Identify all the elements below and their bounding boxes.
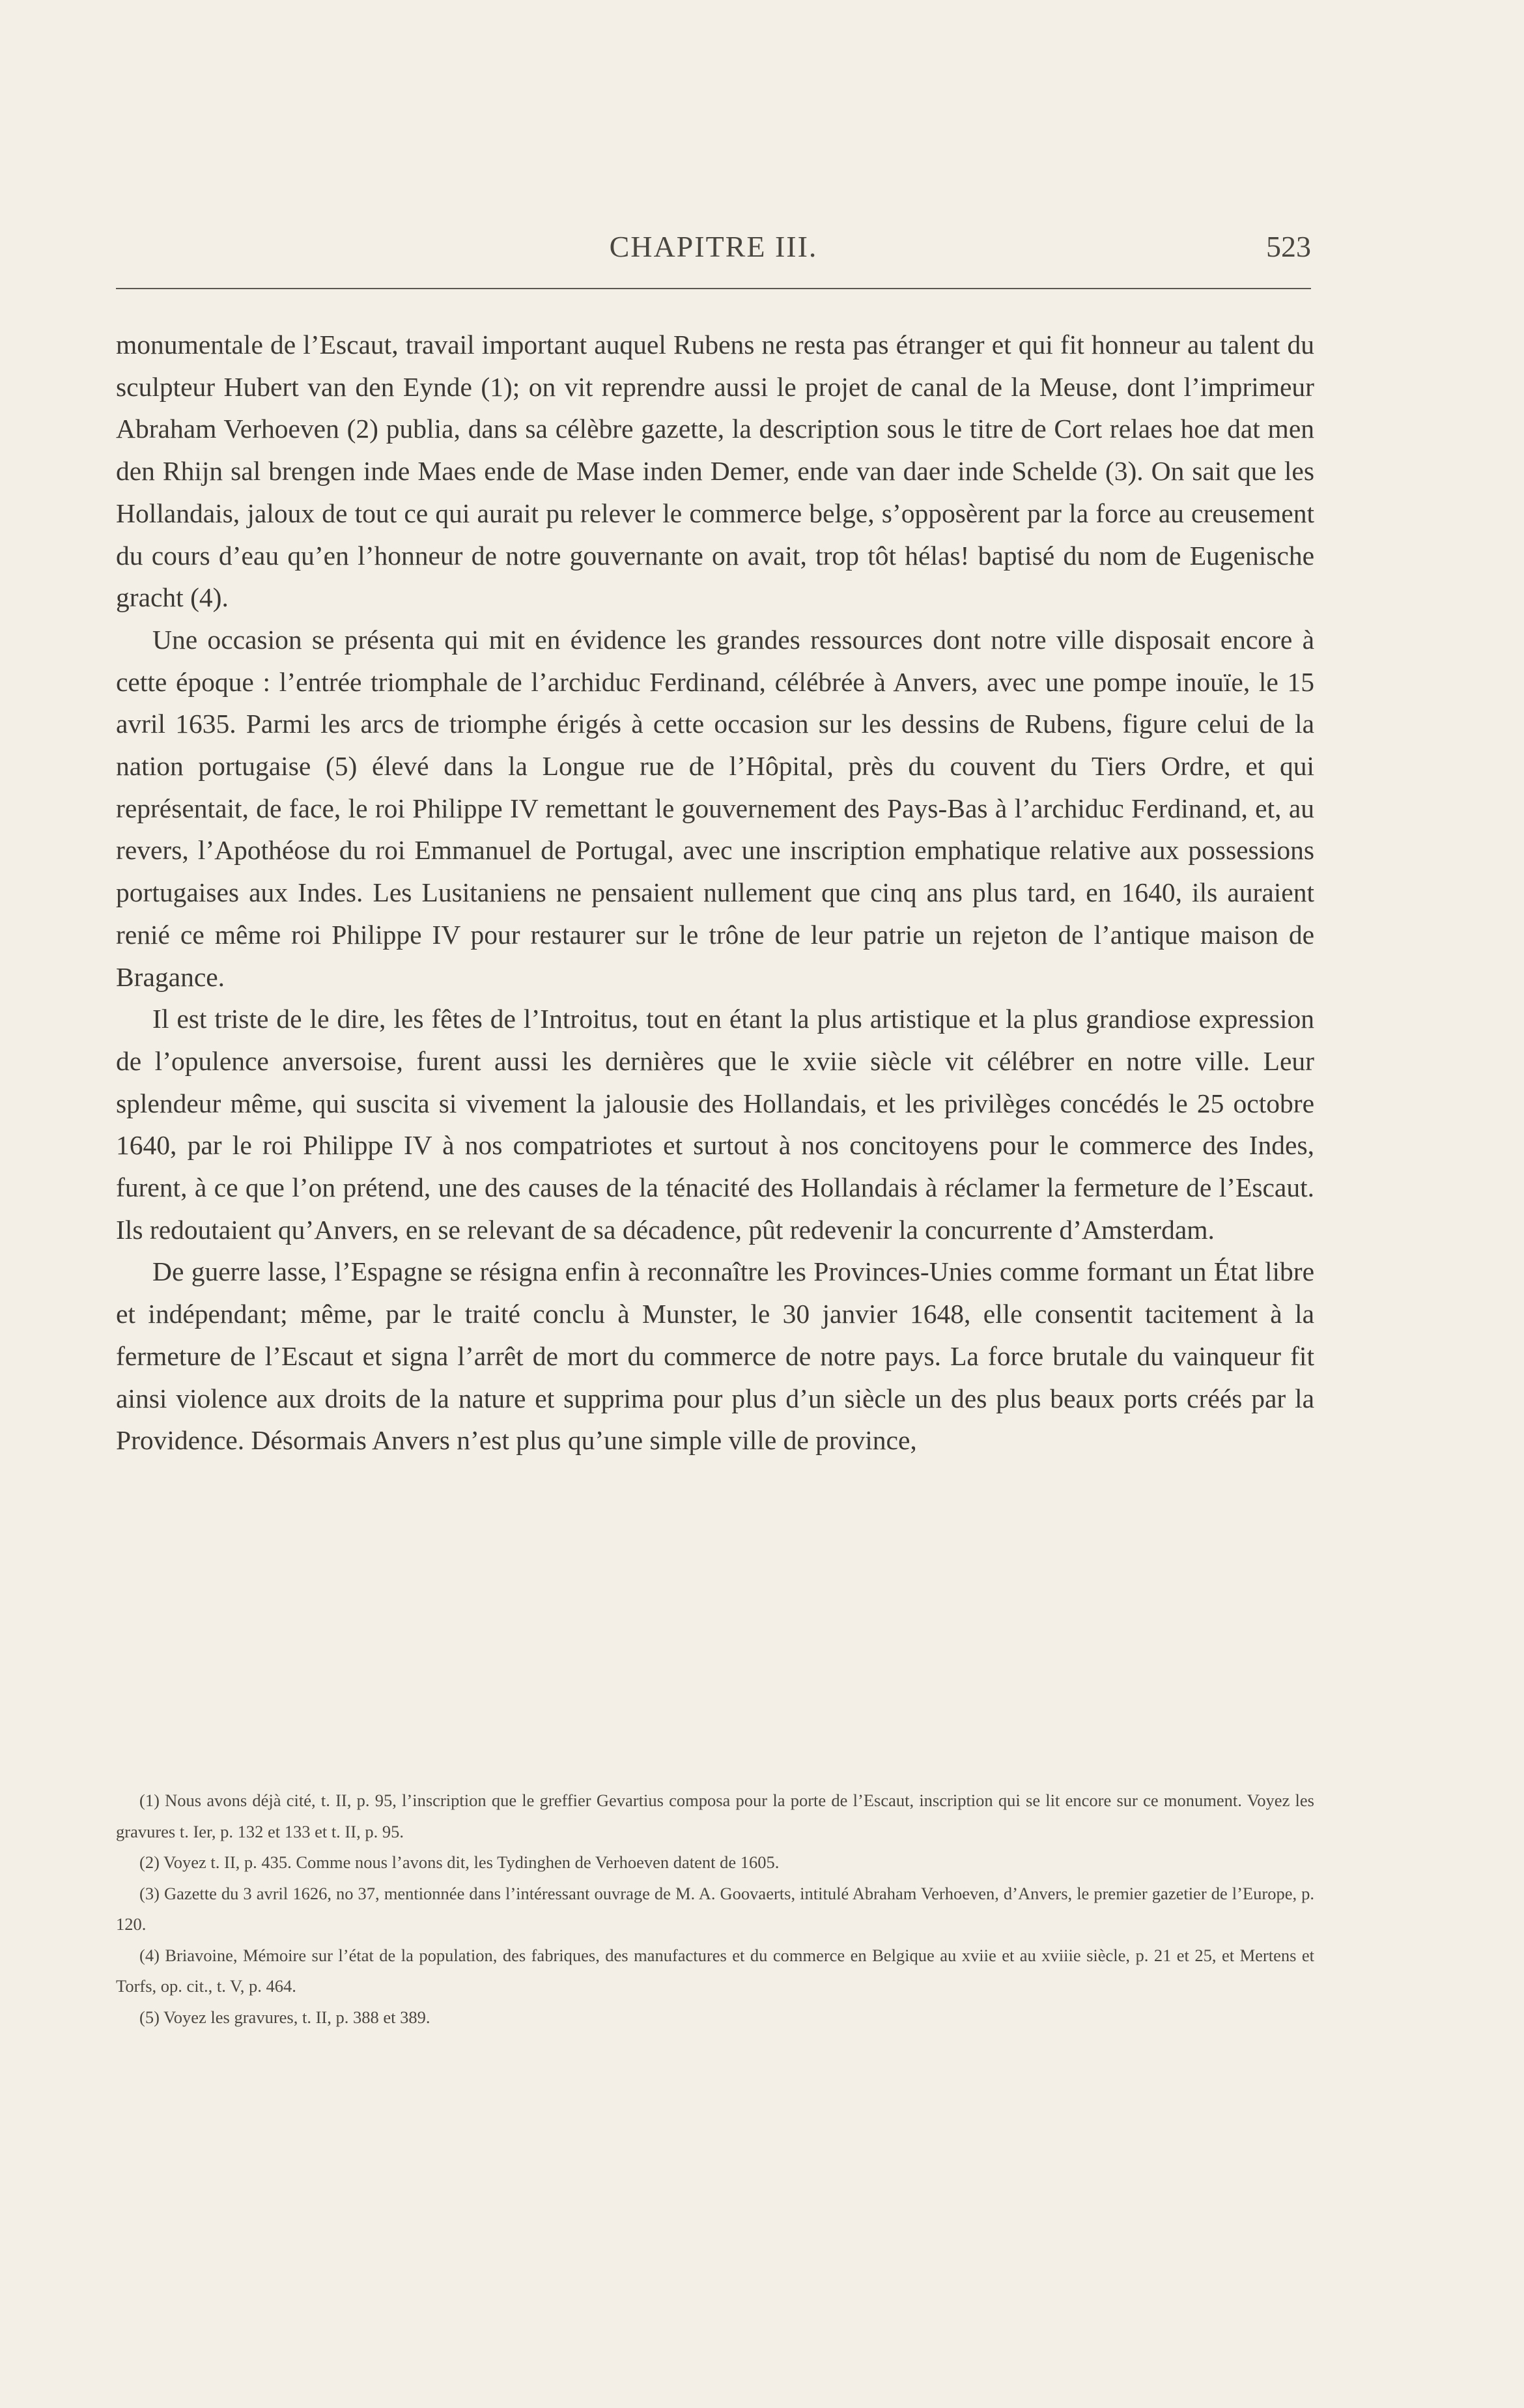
- paragraph-3: Il est triste de le dire, les fêtes de l’Introitus, tout en étant la plus artistique et la plus grandiose expression de l’opulence anversoise, furent aussi les dernières que le xviie siècle vit célébrer en notre ville. Leur splendeur même, qui suscita si vivement la jalousie des Hollandais, et les privilèges concédés le 25 octobre 1640, par le roi Philippe IV à nos compatriotes et surtout à nos concitoyens pour le commerce des Indes, furent, à ce que l’on prétend, une des causes de la ténacité des Hollandais à réclamer la fermeture de l’Escaut. Ils redoutaient qu’Anvers, en se relevant de sa décadence, pût redevenir la concurrente d’Amsterdam.: [116, 1004, 1314, 1245]
- page-number: 523: [1266, 230, 1311, 263]
- paragraph-1: monumentale de l’Escaut, travail important auquel Rubens ne resta pas étranger et qui fit honneur au talent du sculpteur Hubert van den Eynde (1); on vit reprendre aussi le projet de canal de la Meuse, dont l’imprimeur Abraham Verhoeven (2) publia, dans sa célèbre gazette, la description sous le titre de Cort relaes hoe dat men den Rhijn sal brengen inde Maes ende de Mase inden Demer, ende van daer inde Schelde (3). On sait que les Hollandais, jaloux de tout ce qui aurait pu relever le commerce belge, s’opposèrent par la force au creusement du cours d’eau qu’en l’honneur de notre gouvernante on avait, trop tôt hélas! baptisé du nom de Eugenische gracht (4).: [116, 330, 1314, 613]
- footnote-1: (1) Nous avons déjà cité, t. II, p. 95, l’inscription que le greffier Gevartius composa pour la porte de l’Escaut, inscription qui se lit encore sur ce monument. Voyez les gravures t. Ier, p. 132 et 133 et t. II, p. 95.: [116, 1791, 1314, 1841]
- chapter-title: CHAPITRE III.: [609, 230, 818, 263]
- paragraph-4: De guerre lasse, l’Espagne se résigna enfin à reconnaître les Provinces-Unies comme formant un État libre et indépendant; même, par le traité conclu à Munster, le 30 janvier 1648, elle consentit tacitement à la fermeture de l’Escaut et signa l’arrêt de mort du commerce de notre pays. La force brutale du vainqueur fit ainsi violence aux droits de la nature et supprima pour plus d’un siècle un des plus beaux ports créés par la Providence. Désormais Anvers n’est plus qu’une simple ville de province,: [116, 1256, 1314, 1456]
- footnotes: [116, 1785, 1314, 2033]
- paragraph-2: Une occasion se présenta qui mit en évidence les grandes ressources dont notre ville disposait encore à cette époque : l’entrée triomphale de l’archiduc Ferdinand, célébrée à Anvers, avec une pompe inouïe, le 15 avril 1635. Parmi les arcs de triomphe érigés à cette occasion sur les dessins de Rubens, figure celui de la nation portugaise (5) élevé dans la Longue rue de l’Hôpital, près du couvent du Tiers Ordre, et qui représentait, de face, le roi Philippe IV remettant le gouvernement des Pays-Bas à l’archiduc Ferdinand, et, au revers, l’Apothéose du roi Emmanuel de Portugal, avec une inscription emphatique relative aux possessions portugaises aux Indes. Les Lusitaniens ne pensaient nullement que cinq ans plus tard, en 1640, ils auraient renié ce même roi Philippe IV pour restaurer sur le trône de leur patrie un rejeton de l’antique maison de Bragance.: [116, 624, 1314, 992]
- footnote-3: (3) Gazette du 3 avril 1626, no 37, mentionnée dans l’intéressant ouvrage de M. A. Goovaerts, intitulé Abraham Verhoeven, d’Anvers, le premier gazetier de l’Europe, p. 120.: [116, 1883, 1314, 1934]
- body-text: [116, 324, 1314, 1462]
- footnote-5: (5) Voyez les gravures, t. II, p. 388 et 389.: [139, 2007, 430, 2027]
- running-head: [116, 229, 1311, 275]
- footnote-2: (2) Voyez t. II, p. 435. Comme nous l’avons dit, les Tydinghen de Verhoeven datent de 1605.: [139, 1852, 780, 1872]
- header-rule: [116, 288, 1311, 289]
- footnote-4: (4) Briavoine, Mémoire sur l’état de la population, des fabriques, des manufactures et du commerce en Belgique au xviie et au xviiie siècle, p. 21 et 25, et Mertens et Torfs, op. cit., t. V, p. 464.: [116, 1945, 1314, 1996]
